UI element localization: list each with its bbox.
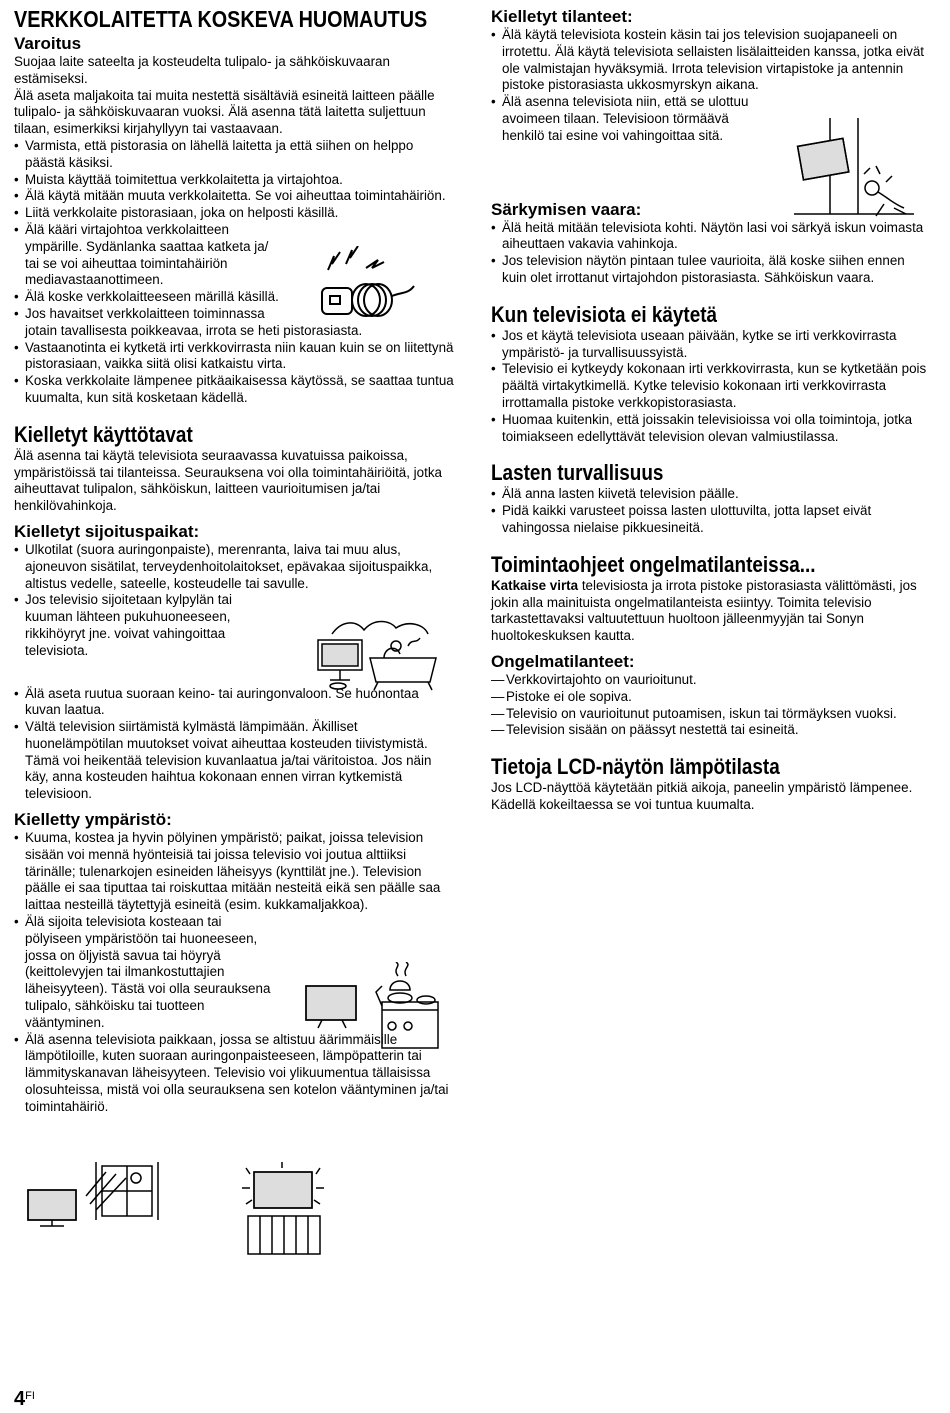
list-item: • Älä käytä televisiota kostein käsin tai jos television suojapaneeli on irrotettu. Älä käytä televisiota sellaisten lisälaitteiden kanssa, jotka eivät ole valmistajan hyväksymiä. Irrota television virtapistoke ja antennin pistoke pistorasiasta ukkosmyrskyn aikana. xyxy=(491,27,931,94)
radiator-heat-illustration xyxy=(232,1160,334,1256)
list-item: • Vältä television siirtämistä kylmästä lämpimään. Äkilliset huonelämpötilan muutokset voivat aiheuttaa kosteuden tiivistymistä. Tämä voi heikentää television kuvanlaatua ja/tai väritoistoa. Jos näin käy, anna kosteuden haihtua kokonaan ennen virran kytkemistä televisioon. xyxy=(14,719,454,803)
list-item: • Pidä kaikki varusteet poissa lasten ulottuvilta, jotta lapset eivät vahingossa nielaise pikkuesineitä. xyxy=(491,503,931,537)
not-in-use-list xyxy=(491,328,931,446)
child-safety-list xyxy=(491,486,931,536)
list-item: • Älä sijoita televisiota kosteaan tai pölyiseen ympäristöön tai huoneeseen, jossa on öljyistä savua tai höyryä (keittolevyjen tai ilmankostuttajien läheisyyteen). Tästä voi olla seurauksena tulipalo, sähköisku tai tuotteen vääntyminen. xyxy=(14,914,454,1032)
prohibited-locations-list-2 xyxy=(14,686,454,804)
list-item: • Älä asenna televisiota paikkaan, jossa se altistuu äärimmäisille lämpötiloille, kuten suoraan auringonpaisteeseen, lämpöpatterin tai lämmityskanavan läheisyyteen. Televisio voi ylikuumentua tällaisissa olosuhteissa, mistä voi olla seurauksena sen kotelon vääntyminen ja/tai toimintahäiriö. xyxy=(14,1032,454,1116)
language-code: FI xyxy=(25,1390,35,1402)
list-item: • Älä koske verkkolaitteeseen märillä käsillä. xyxy=(14,289,454,306)
prohibited-environment-heading: Kielletty ympäristö: xyxy=(14,810,172,830)
kitchen-steam-illustration xyxy=(302,962,444,1050)
page-number-value: 4 xyxy=(14,1388,26,1410)
section-title-child-safety: Lasten turvallisuus xyxy=(491,460,664,486)
warning-heading: Varoitus xyxy=(14,34,82,53)
list-item: • Jos television näytön pintaan tulee vaurioita, älä koske siihen ennen kuin olet irrottanut virtajohdon pistorasiasta. Sähköiskun vaara. xyxy=(491,253,931,287)
list-item: — Verkkovirtajohto on vaurioitunut. xyxy=(491,672,931,689)
left-column xyxy=(14,6,454,1116)
list-item: • Älä aseta ruutua suoraan keino- tai auringonvaloon. Se huonontaa kuvan laatua. xyxy=(14,686,454,720)
list-item: • Ulkotilat (suora auringonpaiste), merenranta, laiva tai muu alus, ajoneuvon sisätilat, terveydenhoitolaitokset, epävakaa sijoituspaikka, altistus vedelle, sateelle, kosteudelle tai savulle. xyxy=(14,542,454,592)
breakage-heading: Särkymisen vaara: xyxy=(491,199,642,219)
list-item: • Älä heitä mitään televisiota kohti. Näytön lasi voi särkyä iskun voimasta aiheuttaen vakavia vahinkoja. xyxy=(491,220,931,254)
problems-intro xyxy=(491,578,931,645)
list-item: • Jos havaitset verkkolaitteen toiminnassa jotain tavallisesta poikkeavaa, irrota se heti pistorasiasta. xyxy=(14,306,454,340)
list-item: • Jos televisio sijoitetaan kylpylän tai kuuman lähteen pukuhuoneeseen, rikkihöyryt jne. voivat vahingoittaa televisiota. xyxy=(14,592,454,659)
section-title-prohibited-use: Kielletyt käyttötavat xyxy=(14,421,193,447)
person-collision-illustration xyxy=(794,118,914,222)
list-item: • Koska verkkolaite lämpenee pitkäaikaisessa käytössä, se saattaa tuntua kuumalta, kun sitä kosketaan kädellä. xyxy=(14,373,454,407)
list-item: • Älä kääri virtajohtoa verkkolaitteen ympärille. Sydänlanka saattaa katketa ja/ tai se voi aiheuttaa toimintahäiriön mediavastaanottimeen. xyxy=(14,222,454,289)
list-item: • Älä asenna televisiota niin, että se ulottuu avoimeen tilaan. Televisioon törmäävä henkilö tai esine voi vahingoittaa sitä. xyxy=(491,94,931,144)
list-item: • Varmista, että pistorasia on lähellä laitetta ja että siihen on helppo päästä käsiksi. xyxy=(14,138,454,172)
page-number xyxy=(14,1388,35,1411)
problem-situations-heading: Ongelmatilanteet: xyxy=(491,651,635,671)
list-item: — Pistoke ei ole sopiva. xyxy=(491,689,931,706)
list-item: • Älä käytä mitään muuta verkkolaitetta. Se voi aiheuttaa toimintahäiriön. xyxy=(14,188,454,205)
section-title-power-adapter: VERKKOLAITETTA KOSKEVA HUOMAUTUS xyxy=(14,6,428,32)
list-item: • Televisio ei kytkeydy kokonaan irti verkkovirrasta, kun se kytketään pois päältä virtakytkimellä. Kytke televisio kokonaan irti verkkovirrasta irrottamalla pistoke verkkopistorasiasta. xyxy=(491,361,931,411)
warning-intro: Suojaa laite sateelta ja kosteudelta tulipalo- ja sähköiskuvaaran estämiseksi. Älä aseta maljakoita tai muita nestettä sisältäviä esineitä laitteen päälle tulipalo- ja sähköiskuvaaran vuoksi. Älä asenna tätä laitetta suljettuun tilaan, esimerkiksi kirjahyllyyn tai vastaavaan. xyxy=(14,54,435,137)
list-item: • Muista käyttää toimitettua verkkolaitetta ja virtajohtoa. xyxy=(14,172,454,189)
power-adapter-cord-illustration xyxy=(316,246,416,322)
list-item: • Jos et käytä televisiota useaan päivään, kytke se irti verkkovirrasta ympäristö- ja turvallisuussyistä. xyxy=(491,328,931,362)
list-item: • Vastaanotinta ei kytketä irti verkkovirrasta niin kauan kuin se on liitettynä pistorasiaan, vaikka siitä olisi katkaistu virta. xyxy=(14,340,454,374)
spa-bathroom-illustration xyxy=(312,616,444,696)
problems-text: televisiosta ja irrota pistoke pistorasiasta välittömästi, jos jokin alla mainituista ongelmatilanteista esiintyy. Toimita televisio tarkastettavaksi valtuutettuun huoltoon jälleenmyyjän tai Sonyn huoltokeskuksen kautta. xyxy=(491,577,917,644)
lcd-temperature-text: Jos LCD-näyttöä käytetään pitkiä aikoja, paneelin ympäristö lämpenee. Kädellä kokeiltaessa se voi tuntua kuumalta. xyxy=(491,780,913,812)
prohibited-intro: Älä asenna tai käytä televisiota seuraavassa kuvatuissa paikoissa, ympäristöissä tai tilanteissa. Seurauksena voi olla toimintahäiriöitä, jotka aiheuttavat tulipalon, sähköiskun, laitteen vaurioitumisen ja/tai henkilövahinkoja. xyxy=(14,447,442,514)
breakage-list xyxy=(491,220,931,287)
list-item: — Television sisään on päässyt nestettä tai esineitä. xyxy=(491,722,931,739)
list-item: • Huomaa kuitenkin, että joissakin televisioissa voi olla toimintoja, jotka toimiakseen edellyttävät television olevan valmiustilassa. xyxy=(491,412,931,446)
prohibited-locations-heading: Kielletyt sijoituspaikat: xyxy=(14,521,200,541)
list-item: • Älä anna lasten kiivetä television päälle. xyxy=(491,486,931,503)
section-title-not-in-use: Kun televisiota ei käytetä xyxy=(491,301,718,327)
section-title-lcd-temperature: Tietoja LCD-näytön lämpötilasta xyxy=(491,754,780,780)
section-title-problems: Toimintaohjeet ongelmatilanteissa... xyxy=(491,551,816,577)
problem-situations-list xyxy=(491,672,931,739)
sunlight-window-illustration xyxy=(26,1160,168,1234)
list-item: • Kuuma, kostea ja hyvin pölyinen ympäristö; paikat, joissa television sisään voi mennä hyönteisiä tai joissa televisio voi joutua alttiiksi tärinälle; tulenarkojen esineiden läheisyys (kynttilät jne.). Television päälle ei saa tiputtaa tai roiskuttaa mitään nesteitä eikä sen päälle saa laittaa nesteillä täytettyjä esineitä (esim. kukkamaljakkoa). xyxy=(14,830,454,914)
problems-bold-lead: Katkaise virta xyxy=(491,577,579,593)
list-item: • Liitä verkkolaite pistorasiaan, joka on helposti käsillä. xyxy=(14,205,454,222)
prohibited-situations-heading: Kielletyt tilanteet: xyxy=(491,7,633,26)
list-item: — Televisio on vaurioitunut putoamisen, iskun tai törmäyksen vuoksi. xyxy=(491,706,931,723)
